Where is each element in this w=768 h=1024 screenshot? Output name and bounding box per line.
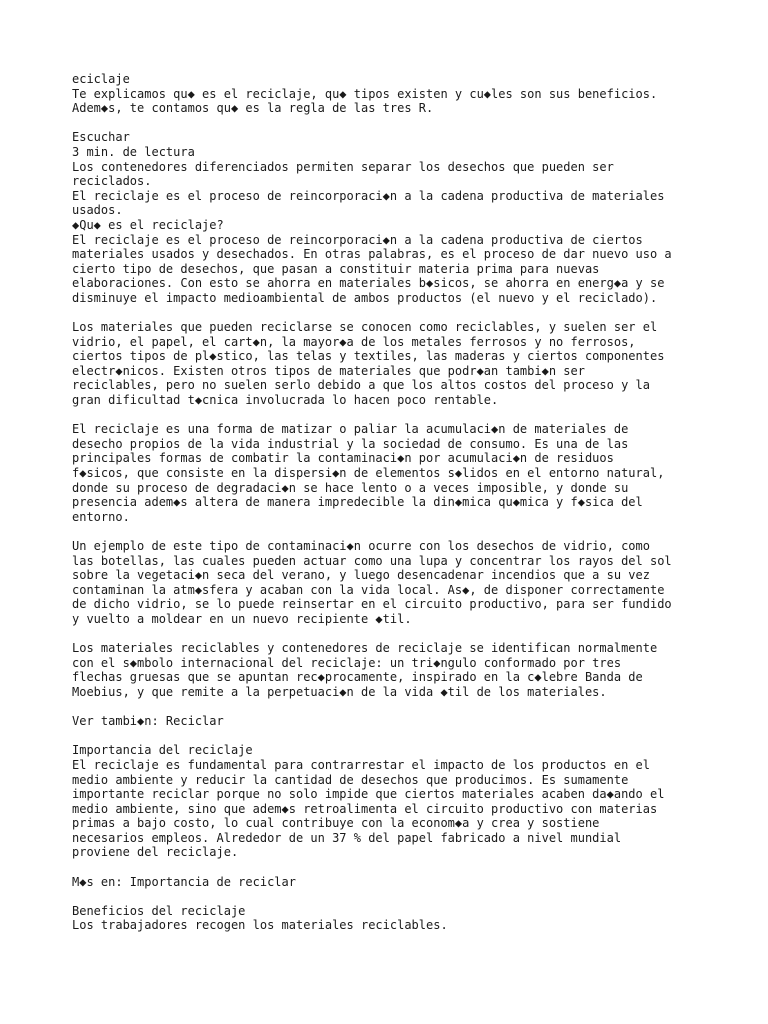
- text-line: medio ambiente y reducir la cantidad de desechos que producimos. Es sumamente: [72, 772, 629, 787]
- text-line: primas a bajo costo, lo cual contribuye con la econom◆a y crea y sostiene: [72, 816, 600, 831]
- text-line: Los contenedores diferenciados permiten separar los desechos que pueden ser: [72, 159, 614, 174]
- text-line: usados.: [72, 203, 123, 218]
- paragraph: [72, 875, 702, 890]
- text-line: elaboraciones. Con esto se ahorra en materiales b◆sicos, se ahorra en energ◆a y se: [72, 276, 665, 291]
- text-line: El reciclaje es el proceso de reincorporaci◆n a la cadena productiva de ciertos: [72, 232, 643, 247]
- text-line: entorno.: [72, 509, 130, 524]
- text-line: disminuye el impacto medioambiental de ambos productos (el nuevo y el reciclado).: [72, 290, 658, 305]
- text-line: electr◆nicos. Existen otros tipos de materiales que podr◆an tambi◆n ser: [72, 363, 585, 378]
- paragraph-gap: [72, 860, 702, 875]
- paragraph: [72, 72, 702, 116]
- text-line: f◆sicos, que consiste en la dispersi◆n de elementos s◆lidos en el entorno natural,: [72, 466, 665, 481]
- paragraph-gap: [72, 627, 702, 642]
- text-line: presencia adem◆s altera de manera impredecible la din◆mica qu◆mica y f◆sica del: [72, 495, 643, 510]
- text-line: Importancia del reciclaje: [72, 743, 253, 758]
- text-line: Los materiales que pueden reciclarse se conocen como reciclables, y suelen ser el: [72, 320, 658, 335]
- text-line: las botellas, las cuales pueden actuar como una lupa y concentrar los rayos del sol: [72, 553, 672, 568]
- text-line: necesarios empleos. Alrededor de un 37 % del papel fabricado a nivel mundial: [72, 830, 622, 845]
- text-line: Te explicamos qu◆ es el reciclaje, qu◆ tipos existen y cu◆les son sus beneficios.: [72, 86, 658, 101]
- paragraph-gap: [72, 889, 702, 904]
- document-page: [72, 72, 702, 933]
- text-line: importante reciclar porque no solo impide que ciertos materiales acaben da◆ando el: [72, 787, 665, 802]
- paragraph: [72, 743, 702, 860]
- paragraph-gap: [72, 524, 702, 539]
- paragraph: [72, 539, 702, 627]
- text-line: 3 min. de lectura: [72, 144, 195, 159]
- paragraph-gap: [72, 116, 702, 131]
- text-line: principales formas de combatir la contaminaci◆n por acumulaci◆n de residuos: [72, 451, 614, 466]
- text-line: Beneficios del reciclaje: [72, 903, 246, 918]
- paragraph: [72, 904, 702, 933]
- text-line: flechas gruesas que se apuntan rec◆procamente, inspirado en la c◆lebre Banda de: [72, 670, 643, 685]
- text-line: reciclados.: [72, 174, 152, 189]
- text-line: donde su proceso de degradaci◆n se hace lento o a veces imposible, y donde su: [72, 480, 629, 495]
- text-line: ◆Qu◆ es el reciclaje?: [72, 217, 224, 232]
- text-line: M◆s en: Importancia de reciclar: [72, 874, 296, 889]
- paragraph: [72, 422, 702, 524]
- text-line: y vuelto a moldear en un nuevo recipiente ◆til.: [72, 611, 412, 626]
- paragraph: [72, 320, 702, 408]
- text-line: proviene del reciclaje.: [72, 845, 239, 860]
- paragraph-gap: [72, 306, 702, 321]
- text-line: vidrio, el papel, el cart◆n, la mayor◆a de los metales ferrosos y no ferrosos,: [72, 334, 636, 349]
- text-line: El reciclaje es fundamental para contrarrestar el impacto de los productos en el: [72, 757, 650, 772]
- text-line: gran dificultad t◆cnica involucrada lo hacen poco rentable.: [72, 393, 499, 408]
- text-line: El reciclaje es el proceso de reincorporaci◆n a la cadena productiva de materiales: [72, 188, 665, 203]
- paragraph: [72, 714, 702, 729]
- text-line: Los materiales reciclables y contenedores de reciclaje se identifican normalmente: [72, 641, 658, 656]
- text-line: El reciclaje es una forma de matizar o paliar la acumulaci◆n de materiales de: [72, 422, 629, 437]
- text-line: cierto tipo de desechos, que pasan a constituir materia prima para nuevas: [72, 261, 600, 276]
- paragraph-gap: [72, 729, 702, 744]
- paragraph: [72, 130, 702, 305]
- text-line: con el s◆mbolo internacional del reciclaje: un tri◆ngulo conformado por tres: [72, 655, 622, 670]
- text-line: medio ambiente, sino que adem◆s retroalimenta el circuito productivo con materias: [72, 801, 658, 816]
- text-line: reciclables, pero no suelen serlo debido a que los altos costos del proceso y la: [72, 378, 650, 393]
- text-line: desecho propios de la vida industrial y la sociedad de consumo. Es una de las: [72, 436, 629, 451]
- text-line: materiales usados y desechados. En otras palabras, es el proceso de dar nuevo uso a: [72, 247, 672, 262]
- paragraph-gap: [72, 700, 702, 715]
- text-line: Un ejemplo de este tipo de contaminaci◆n ocurre con los desechos de vidrio, como: [72, 539, 650, 553]
- text-line: Escuchar: [72, 130, 130, 145]
- text-line: eciclaje: [72, 72, 130, 86]
- paragraph: [72, 641, 702, 699]
- document-body: [72, 72, 702, 933]
- text-line: Ver tambi◆n: Reciclar: [72, 714, 224, 729]
- text-line: contaminan la atm◆sfera y acaban con la vida local. As◆, de disponer correctamente: [72, 582, 665, 597]
- text-line: Los trabajadores recogen los materiales reciclables.: [72, 918, 448, 933]
- text-line: ciertos tipos de pl◆stico, las telas y textiles, las maderas y ciertos componentes: [72, 349, 665, 364]
- text-line: Moebius, y que remite a la perpetuaci◆n de la vida ◆til de los materiales.: [72, 684, 607, 699]
- text-line: Adem◆s, te contamos qu◆ es la regla de las tres R.: [72, 101, 434, 116]
- text-line: sobre la vegetaci◆n seca del verano, y luego desencadenar incendios que a su vez: [72, 568, 650, 583]
- text-line: de dicho vidrio, se lo puede reinsertar en el circuito productivo, para ser fundido: [72, 597, 672, 612]
- paragraph-gap: [72, 408, 702, 423]
